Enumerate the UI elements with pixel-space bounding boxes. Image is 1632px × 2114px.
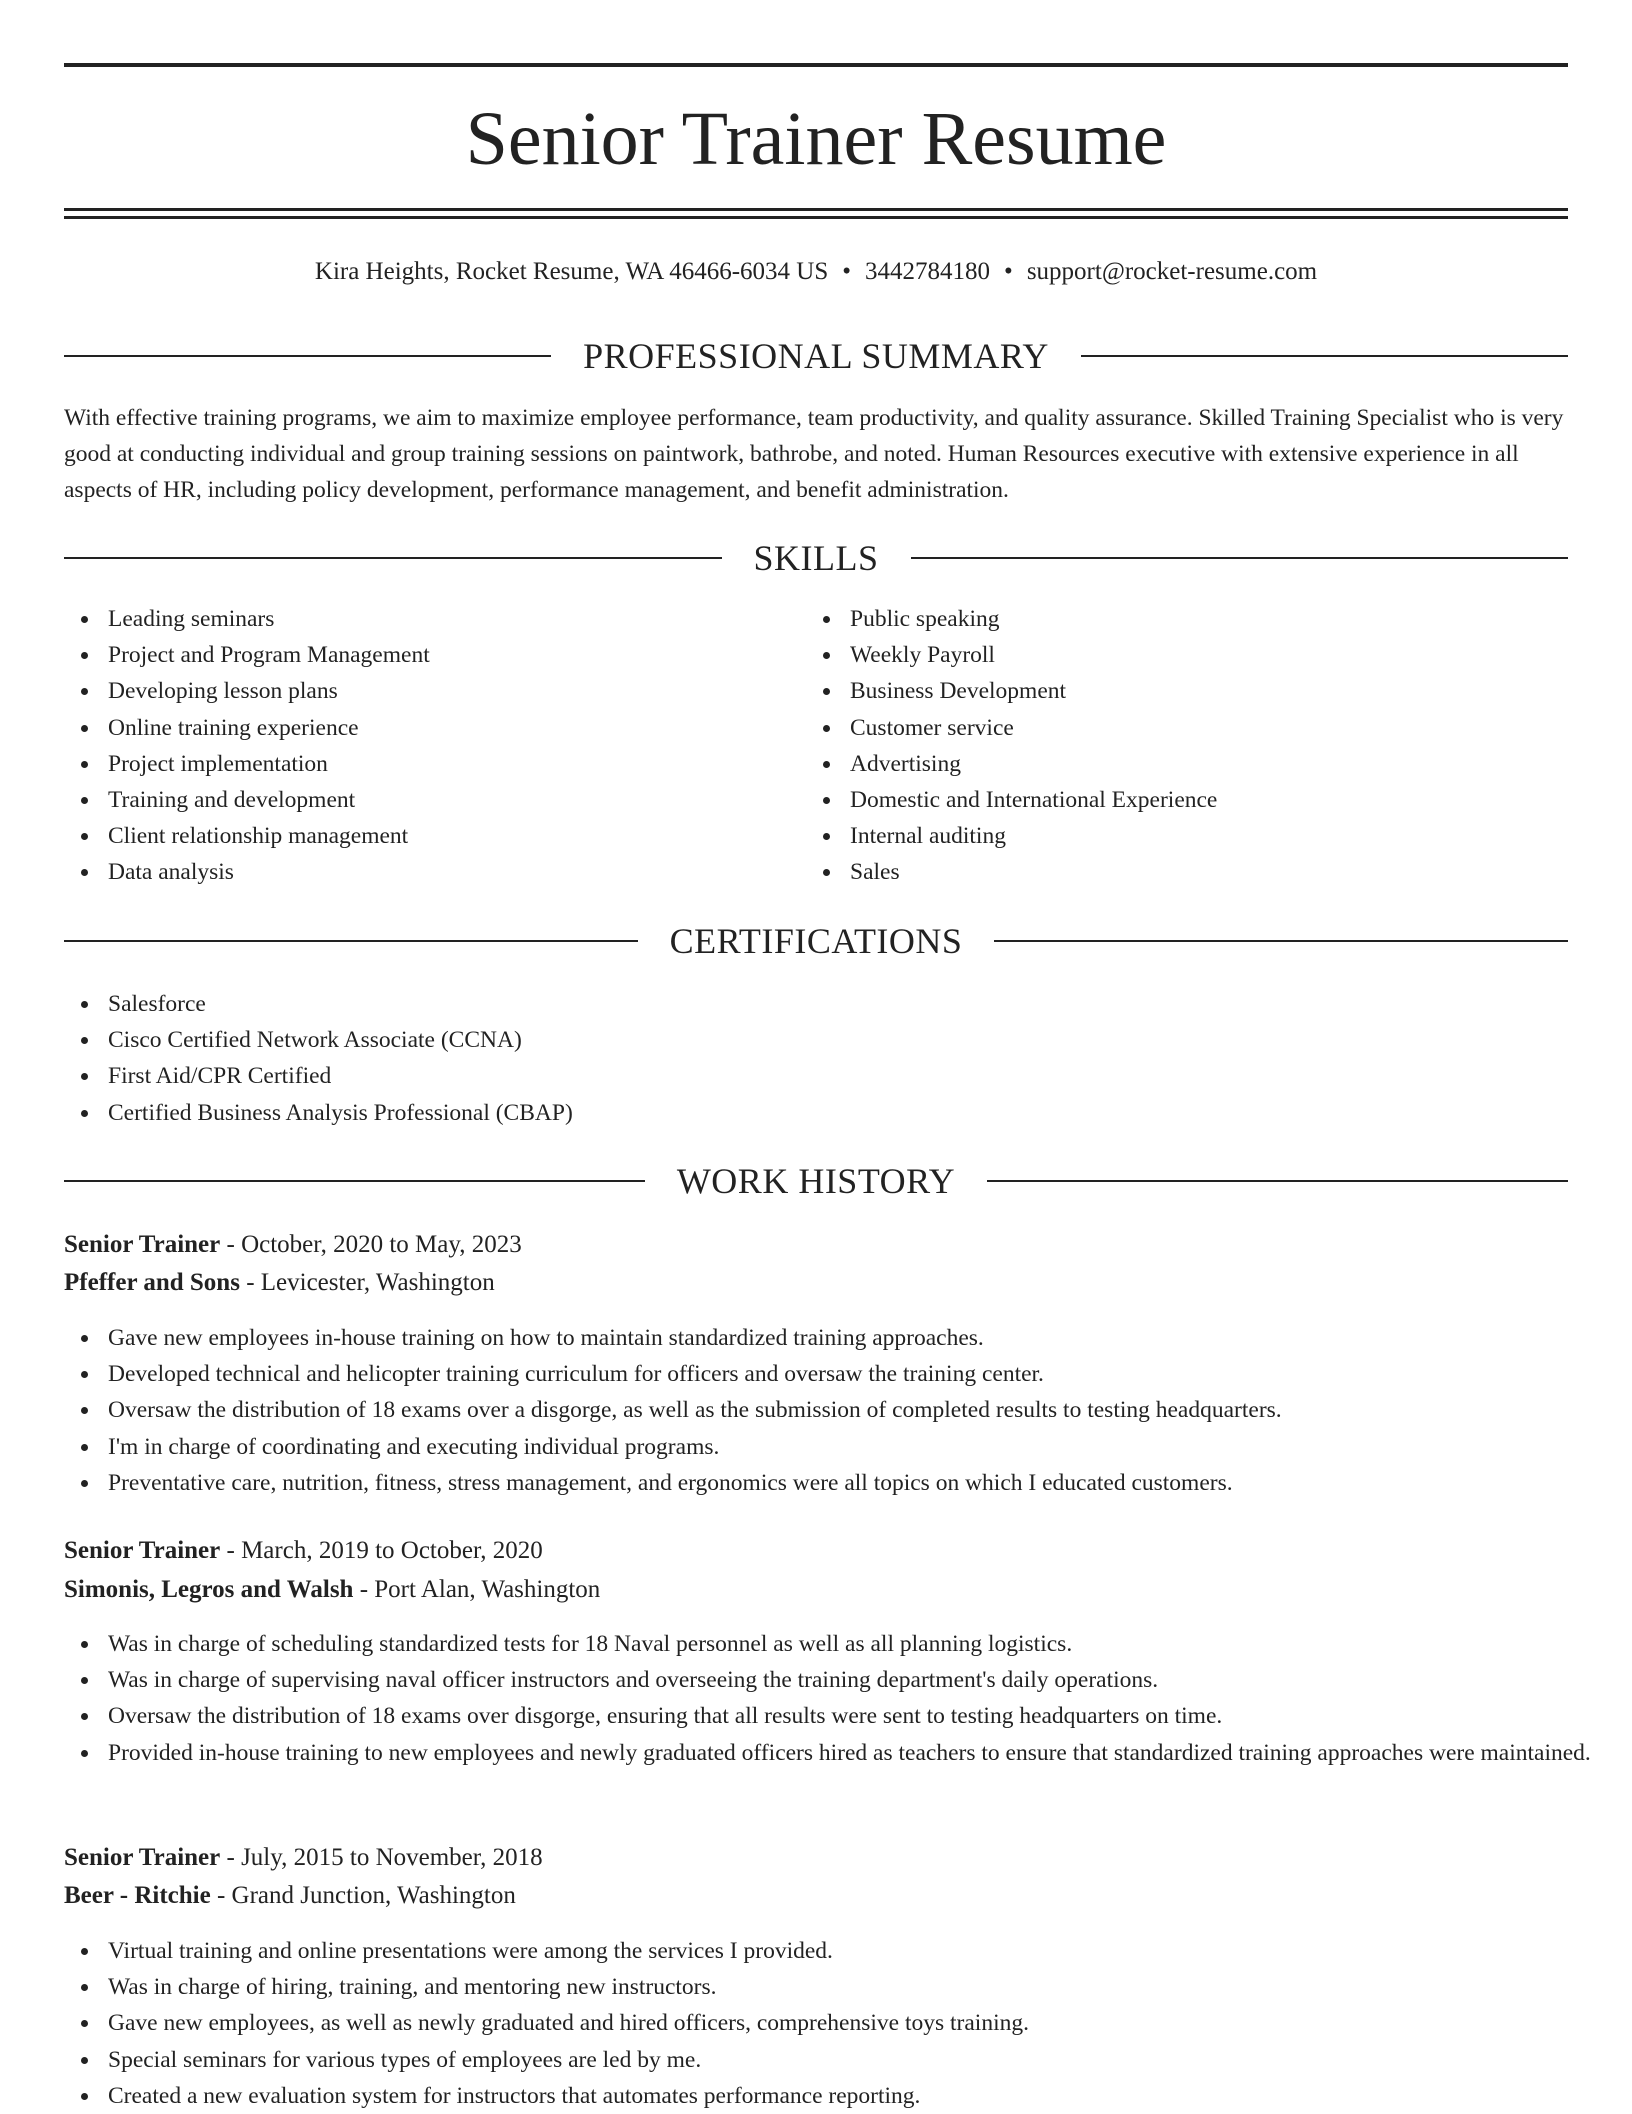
section-heading-certifications bbox=[64, 918, 1568, 964]
job-bullet: Was in charge of supervising naval officer instructors and overseeing the training department's daily operations. bbox=[108, 1662, 1612, 1698]
certification-item: First Aid/CPR Certified bbox=[108, 1058, 1568, 1094]
skills-list-left bbox=[64, 601, 808, 891]
heading-rule bbox=[64, 355, 551, 357]
title-double-rule-upper bbox=[64, 208, 1568, 211]
skill-item: Developing lesson plans bbox=[108, 673, 808, 709]
job-dates: - March, 2019 to October, 2020 bbox=[226, 1537, 543, 1564]
skill-item: Client relationship management bbox=[108, 818, 808, 854]
certification-item: Cisco Certified Network Associate (CCNA) bbox=[108, 1022, 1568, 1058]
heading-rule bbox=[987, 1180, 1568, 1182]
job-location: - Port Alan, Washington bbox=[359, 1576, 601, 1603]
contact-separator: • bbox=[842, 258, 852, 285]
job-bullet: Gave new employees, as well as newly graduated and hired officers, comprehensive toys training. bbox=[108, 2005, 1568, 2041]
heading-rule bbox=[64, 940, 638, 942]
job-dates: - October, 2020 to May, 2023 bbox=[226, 1231, 522, 1258]
contact-email: support@rocket-resume.com bbox=[1026, 258, 1318, 285]
section-heading-skills bbox=[64, 535, 1568, 581]
job-location: - Levicester, Washington bbox=[246, 1269, 495, 1296]
skill-item: Training and development bbox=[108, 782, 808, 818]
contact-phone: 3442784180 bbox=[865, 258, 991, 285]
section-title: WORK HISTORY bbox=[676, 1161, 956, 1201]
section-title: SKILLS bbox=[753, 538, 879, 578]
resume-title: Senior Trainer Resume bbox=[465, 97, 1167, 181]
certifications-list bbox=[64, 986, 1568, 1131]
job-bullet: Was in charge of scheduling standardized tests for 18 Naval personnel as well as all planning logistics. bbox=[108, 1626, 1612, 1662]
skill-item: Data analysis bbox=[108, 854, 808, 890]
skill-item: Business Development bbox=[850, 673, 1550, 709]
job-title-line bbox=[64, 1532, 1568, 1570]
job-bullet: Gave new employees in-house training on how to maintain standardized training approaches. bbox=[108, 1320, 1568, 1356]
job-bullet: Developed technical and helicopter training curriculum for officers and oversaw the training center. bbox=[108, 1356, 1568, 1392]
skill-item: Leading seminars bbox=[108, 601, 808, 637]
job-company-line bbox=[64, 1877, 1568, 1915]
job-company-line bbox=[64, 1571, 1568, 1609]
job-bullets bbox=[64, 1626, 1612, 1771]
certification-item: Certified Business Analysis Professional (CBAP) bbox=[108, 1095, 1568, 1131]
job-title: Senior Trainer bbox=[64, 1537, 221, 1564]
certification-item: Salesforce bbox=[108, 986, 1568, 1022]
job-bullets bbox=[64, 1320, 1568, 1501]
skill-item: Customer service bbox=[850, 710, 1550, 746]
job-bullet: Created a new evaluation system for instructors that automates performance reporting. bbox=[108, 2078, 1568, 2114]
skill-item: Project implementation bbox=[108, 746, 808, 782]
job-bullets bbox=[64, 1933, 1568, 2114]
title-double-rule-lower bbox=[64, 216, 1568, 219]
skill-item: Weekly Payroll bbox=[850, 637, 1550, 673]
heading-rule bbox=[1081, 355, 1568, 357]
job-title: Senior Trainer bbox=[64, 1231, 221, 1258]
heading-rule bbox=[64, 557, 722, 559]
job-location: - Grand Junction, Washington bbox=[216, 1882, 516, 1909]
summary-text: With effective training programs, we aim to maximize employee performance, team productivity, and quality assurance. Skilled Training Specialist who is very good at conducting individual and group training sessions on paintwork, bathrobe, and noted. Human Resources executive with extensive experience in all aspects of HR, including policy development, performance management, and benefit administration. bbox=[64, 405, 1564, 503]
job-title-line bbox=[64, 1839, 1568, 1877]
job-company: Beer - Ritchie bbox=[64, 1882, 211, 1909]
skills-list-right bbox=[806, 601, 1550, 891]
contact-address: Kira Heights, Rocket Resume, WA 46466-6034 US bbox=[314, 258, 829, 285]
job-bullet: Provided in-house training to new employees and newly graduated officers hired as teachers to ensure that standardized training approaches were maintained. bbox=[108, 1735, 1612, 1771]
job-bullet: Special seminars for various types of employees are led by me. bbox=[108, 2042, 1568, 2078]
skill-item: Domestic and International Experience bbox=[850, 782, 1550, 818]
skill-item: Project and Program Management bbox=[108, 637, 808, 673]
job-bullet: Virtual training and online presentations were among the services I provided. bbox=[108, 1933, 1568, 1969]
contact-line bbox=[64, 254, 1568, 290]
job-title-line bbox=[64, 1226, 1568, 1264]
section-title: CERTIFICATIONS bbox=[669, 921, 963, 961]
heading-rule bbox=[911, 557, 1569, 559]
job-dates: - July, 2015 to November, 2018 bbox=[226, 1844, 543, 1871]
top-rule bbox=[64, 63, 1568, 67]
job-bullet: I'm in charge of coordinating and executing individual programs. bbox=[108, 1429, 1568, 1465]
job-company-line bbox=[64, 1264, 1568, 1302]
job-bullet: Oversaw the distribution of 18 exams over a disgorge, as well as the submission of completed results to testing headquarters. bbox=[108, 1392, 1568, 1428]
job-company: Pfeffer and Sons bbox=[64, 1269, 240, 1296]
contact-separator: • bbox=[1004, 258, 1013, 285]
skill-item: Advertising bbox=[850, 746, 1550, 782]
section-heading-summary bbox=[64, 333, 1568, 379]
section-title: PROFESSIONAL SUMMARY bbox=[583, 336, 1049, 376]
job-company: Simonis, Legros and Walsh bbox=[64, 1576, 354, 1603]
skill-item: Sales bbox=[850, 854, 1550, 890]
job-bullet: Was in charge of hiring, training, and mentoring new instructors. bbox=[108, 1969, 1568, 2005]
job-bullet: Oversaw the distribution of 18 exams over disgorge, ensuring that all results were sent to testing headquarters on time. bbox=[108, 1698, 1612, 1734]
skill-item: Online training experience bbox=[108, 710, 808, 746]
heading-rule bbox=[64, 1180, 645, 1182]
skill-item: Public speaking bbox=[850, 601, 1550, 637]
section-heading-work-history bbox=[64, 1158, 1568, 1204]
job-title: Senior Trainer bbox=[64, 1844, 221, 1871]
skill-item: Internal auditing bbox=[850, 818, 1550, 854]
heading-rule bbox=[994, 940, 1568, 942]
job-bullet: Preventative care, nutrition, fitness, stress management, and ergonomics were all topics on which I educated customers. bbox=[108, 1465, 1568, 1501]
